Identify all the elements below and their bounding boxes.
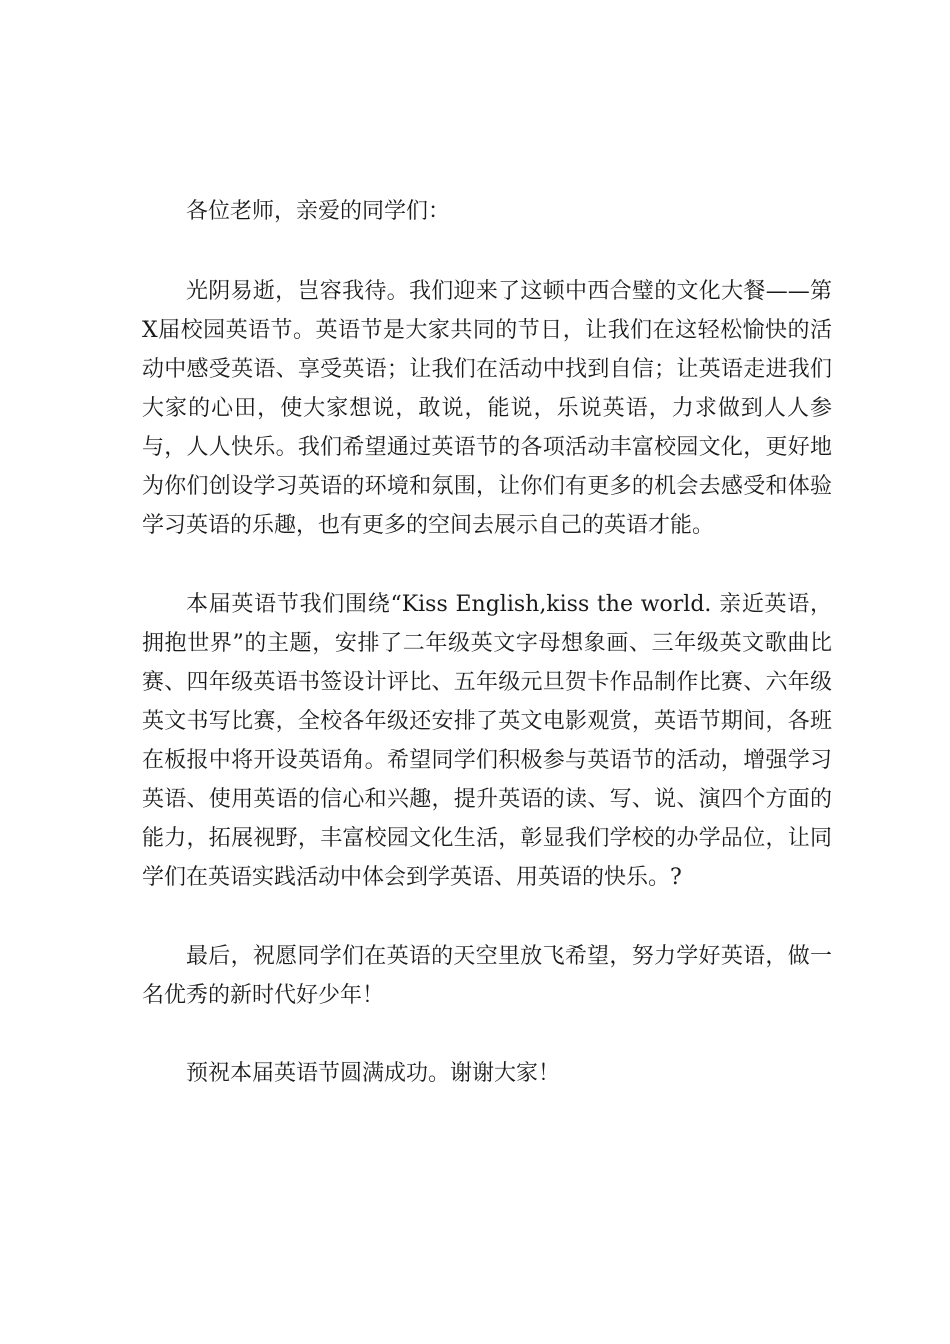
greeting-line: 各位老师，亲爱的同学们：: [186, 199, 451, 224]
closing-line: 预祝本届英语节圆满成功。谢谢大家！: [186, 1061, 561, 1086]
paragraph-wishes: 最后，祝愿同学们在英语的天空里放飞希望，努力学好英语，做一名优秀的新时代好少年！: [142, 944, 832, 1008]
paragraph-intro: 光阴易逝，岂容我待。我们迎来了这顿中西合璧的文化大餐——第X届校园英语节。英语节是大家共同的节日，让我们在这轻松愉快的活动中感受英语、享受英语；让我们在活动中找到自信；让英语走进我们大家的心田，使大家想说，敢说，能说，乐说英语，力求做到人人参与，人人快乐。我们希望通过英语节的各项活动丰富校园文化，更好地为你们创设学习英语的环境和氛围，让你们有更多的机会去感受和体验学习英语的乐趣，也有更多的空间去展示自己的英语才能。: [142, 279, 832, 538]
paragraph-activities: 本届英语节我们围绕“Kiss English,kiss the world. 亲近英语，拥抱世界”的主题，安排了二年级英文字母想象画、三年级英文歌曲比赛、四年级英语书签设计评比、五年级元旦贺卡作品制作比赛、六年级英文书写比赛，全校各年级还安排了英文电影观赏，英语节期间，各班在板报中将开设英语角。希望同学们积极参与英语节的活动，增强学习英语、使用英语的信心和兴趣，提升英语的读、写、说、演四个方面的能力，拓展视野，丰富校园文化生活，彰显我们学校的办学品位，让同学们在英语实践活动中体会到学英语、用英语的快乐。?: [142, 592, 832, 890]
speech-body: [142, 192, 832, 1093]
